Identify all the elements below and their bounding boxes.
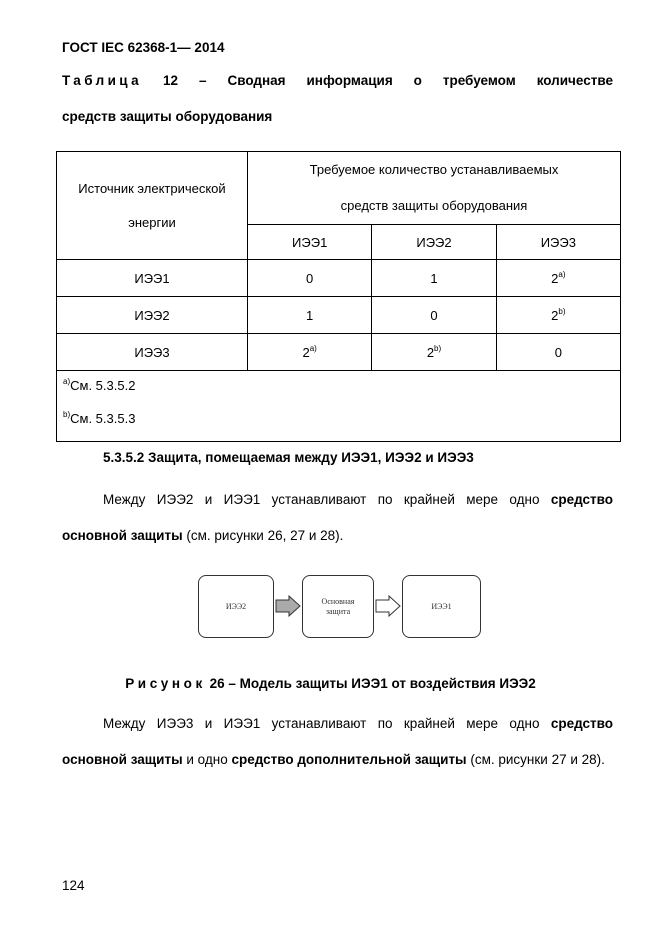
table-cell: 0 [372, 297, 496, 334]
table-caption-word: Сводная [227, 73, 286, 88]
required-header-line: средств защиты оборудования [340, 198, 528, 213]
column-header: ИЭЭ3 [496, 225, 620, 260]
source-header [57, 152, 248, 260]
figure-box-target: ИЭЭ1 [402, 575, 481, 638]
table-caption-word: информация [306, 73, 393, 88]
outline-arrow-icon [375, 595, 401, 617]
source-header-line: Источник электрической [78, 180, 226, 196]
figure-box-source: ИЭЭ2 [198, 575, 274, 638]
paragraph-1: Между ИЭЭ2 и ИЭЭ1 устанавливают по крайней мере одно средство основной защиты (см. рисунки 26, 27 и 28). [62, 492, 613, 543]
figure-caption: Рисунок 26 – Модель защиты ИЭЭ1 от воздействия ИЭЭ2 [125, 676, 536, 691]
row-label: ИЭЭ1 [57, 260, 248, 297]
filled-arrow-icon [275, 595, 301, 617]
table-caption-label: Таблица [62, 73, 143, 88]
table-note: $^{a)}$См. 5.3.5.2 [63, 377, 136, 393]
table-caption-word: требуемом [442, 73, 516, 88]
table-row [57, 297, 621, 334]
figure-box-protection: Основная защита [302, 575, 374, 638]
table-caption [62, 73, 613, 88]
table-caption-word: о [413, 73, 422, 88]
row-label: ИЭЭ3 [57, 334, 248, 371]
paragraph-2: Между ИЭЭ3 и ИЭЭ1 устанавливают по крайней мере одно средство основной защиты и одно средство дополнительной защиты (см. рисунки 27 и 28). [62, 716, 613, 767]
table-cell: 2$^{a)}$ [248, 334, 372, 371]
column-header: ИЭЭ2 [372, 225, 496, 260]
table-cell: 2$^{a)}$ [496, 260, 620, 297]
source-header-line: энергии [128, 214, 176, 230]
table-cell: 1 [372, 260, 496, 297]
table-note: $^{b)}$См. 5.3.5.3 [63, 410, 136, 426]
column-header: ИЭЭ1 [248, 225, 372, 260]
table-caption-word: количестве [536, 73, 613, 88]
document-header: ГОСТ IEC 62368-1— 2014 [62, 40, 225, 55]
table-caption-number: 12 [163, 73, 179, 88]
required-header [248, 152, 621, 225]
table-caption-line2: средств защиты оборудования [62, 109, 273, 124]
section-heading: 5.3.5.2 Защита, помещаемая между ИЭЭ1, ИЭЭ2 и ИЭЭ3 [103, 450, 474, 465]
table-caption-dash: – [199, 73, 207, 88]
table-cell: 0 [496, 334, 620, 371]
table-cell: 0 [248, 260, 372, 297]
required-header-line: Требуемое количество устанавливаемых [309, 162, 559, 177]
table-row [57, 334, 621, 371]
table-cell: 1 [248, 297, 372, 334]
table-notes [57, 371, 621, 442]
page-number: 124 [62, 878, 85, 893]
row-label: ИЭЭ2 [57, 297, 248, 334]
table-cell: 2$^{b)}$ [496, 297, 620, 334]
table-row [57, 260, 621, 297]
summary-table [56, 151, 621, 442]
table-cell: 2$^{b)}$ [372, 334, 496, 371]
